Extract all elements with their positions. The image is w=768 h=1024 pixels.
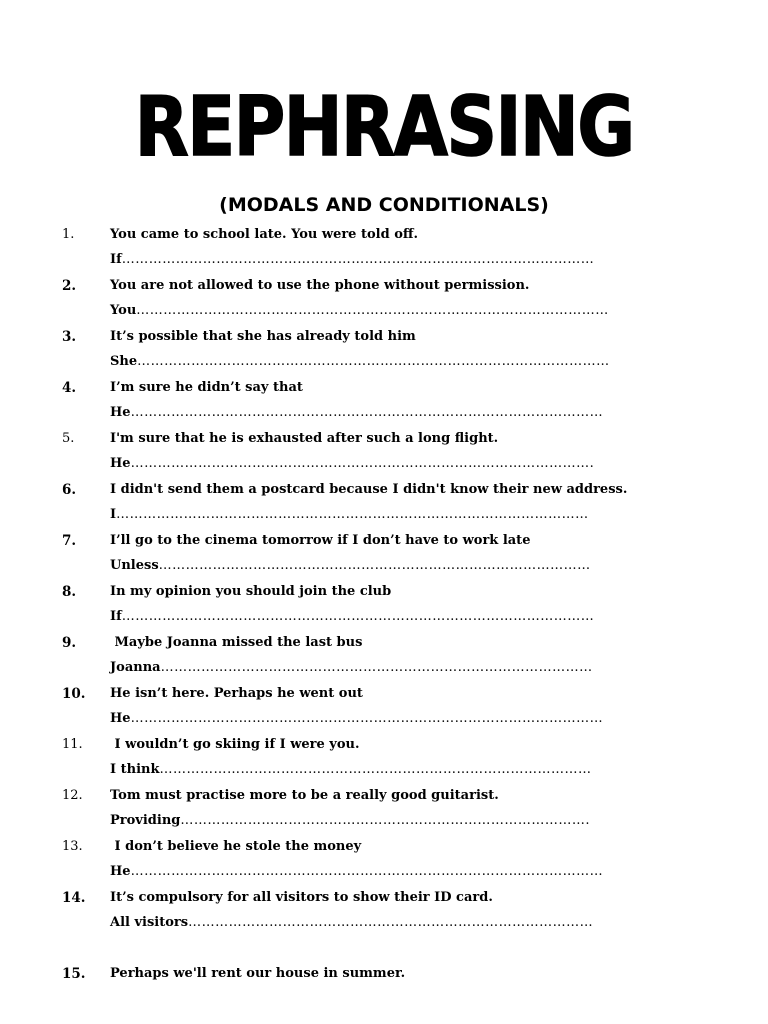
- answer-lead: All visitors: [110, 915, 189, 930]
- item-number: 7.: [62, 533, 77, 549]
- exercise-item-13: [0, 836, 768, 887]
- item-prompt: I’m sure he didn’t say that: [110, 380, 303, 395]
- answer-line: [110, 759, 655, 781]
- item-prompt: He isn’t here. Perhaps he went out: [110, 686, 363, 701]
- item-number: 15.: [62, 966, 86, 982]
- item-number: 10.: [62, 686, 86, 702]
- answer-blank: ………………………………………………………………………………………….: [130, 456, 595, 471]
- item-prompt: You are not allowed to use the phone without permission.: [110, 278, 530, 293]
- item-number: 8.: [62, 584, 77, 600]
- item-number: 6.: [62, 482, 77, 498]
- item-prompt: I’ll go to the cinema tomorrow if I don’t have to work late: [110, 533, 531, 548]
- answer-lead: She: [110, 354, 138, 369]
- answer-line: [110, 810, 651, 832]
- answer-lead: I: [110, 507, 117, 522]
- page-title: REPHRASING: [134, 80, 634, 175]
- answer-line: [110, 351, 649, 373]
- answer-line: [110, 861, 655, 883]
- item-number: 3.: [62, 329, 77, 345]
- exercise-list: [0, 224, 768, 1014]
- answer-blank: ……………………………………………………………………………….: [180, 813, 590, 828]
- exercise-item-6: [0, 479, 768, 530]
- answer-blank: ……………………………………………………………………………………: [160, 660, 593, 675]
- answer-blank: ……………………………………………………………………………………………: [121, 609, 595, 624]
- item-prompt: It’s compulsory for all visitors to show their ID card.: [110, 890, 493, 905]
- answer-lead: He: [110, 405, 131, 420]
- answer-lead: Unless: [110, 558, 159, 573]
- answer-blank: ……………………………………………………………………………………: [158, 558, 591, 573]
- exercise-item-2: [0, 275, 768, 326]
- item-prompt: It’s possible that she has already told him: [110, 329, 416, 344]
- answer-line: [110, 555, 649, 577]
- item-number: 13.: [62, 839, 83, 854]
- answer-lead: He: [110, 711, 131, 726]
- answer-lead: He: [110, 864, 131, 879]
- item-prompt: I'm sure that he is exhausted after such a long flight.: [110, 431, 499, 446]
- item-number: 4.: [62, 380, 77, 396]
- item-number: 1.: [62, 227, 75, 242]
- item-prompt: I don’t believe he stole the money: [110, 839, 362, 854]
- answer-blank: ……………………………………………………………………………………………: [136, 303, 609, 318]
- exercise-item-9: [0, 632, 768, 683]
- exercise-item-7: [0, 530, 768, 581]
- exercise-item-1: [0, 224, 768, 275]
- item-prompt: I wouldn’t go skiing if I were you.: [110, 737, 360, 752]
- answer-lead: Joanna: [110, 660, 161, 675]
- exercise-item-3: [0, 326, 768, 377]
- item-number: 14.: [62, 890, 86, 906]
- item-number: 9.: [62, 635, 77, 651]
- item-prompt: In my opinion you should join the club: [110, 584, 392, 599]
- answer-line: [110, 300, 641, 322]
- answer-line: [110, 249, 658, 271]
- answer-line: [110, 912, 648, 934]
- exercise-item-4: [0, 377, 768, 428]
- item-prompt: Maybe Joanna missed the last bus: [110, 635, 363, 650]
- answer-blank: ……………………………………………………………………………………………: [137, 354, 610, 369]
- answer-blank: ……………………………………………………………………………………………: [121, 252, 595, 267]
- item-prompt: You came to school late. You were told off.: [110, 227, 419, 242]
- page-subtitle: (MODALS AND CONDITIONALS): [219, 194, 549, 216]
- exercise-item-8: [0, 581, 768, 632]
- answer-lead: If: [110, 609, 122, 624]
- item-prompt: Tom must practise more to be a really good guitarist.: [110, 788, 499, 803]
- answer-blank: ……………………………………………………………………………………: [159, 762, 592, 777]
- answer-blank: ……………………………………………………………………………………………: [116, 507, 589, 522]
- answer-lead: If: [110, 252, 122, 267]
- exercise-item-10: [0, 683, 768, 734]
- answer-lead: You: [110, 303, 137, 318]
- exercise-item-11: [0, 734, 768, 785]
- answer-line: [110, 657, 651, 679]
- answer-blank: ………………………………………………………………………………: [188, 915, 594, 930]
- answer-lead: I think: [110, 762, 160, 777]
- answer-line: [110, 708, 655, 730]
- exercise-item-5: [0, 428, 768, 479]
- answer-line: [110, 402, 655, 424]
- item-number: 11.: [62, 737, 83, 752]
- answer-blank: ……………………………………………………………………………………………: [130, 711, 604, 726]
- answer-line: [110, 606, 658, 628]
- answer-blank: ……………………………………………………………………………………………: [130, 864, 604, 879]
- answer-lead: Providing: [110, 813, 181, 828]
- exercise-item-12: [0, 785, 768, 836]
- answer-line: [110, 453, 645, 475]
- answer-line: [110, 504, 657, 526]
- answer-lead: He: [110, 456, 131, 471]
- item-number: 12.: [62, 788, 83, 803]
- answer-blank: ……………………………………………………………………………………………: [130, 405, 604, 420]
- item-number: 5.: [62, 431, 75, 446]
- item-prompt: Perhaps we'll rent our house in summer.: [110, 966, 406, 981]
- item-number: 2.: [62, 278, 77, 294]
- item-prompt: I didn't send them a postcard because I didn't know their new address.: [110, 482, 628, 497]
- exercise-item-14: [0, 887, 768, 938]
- exercise-item-15: [0, 963, 768, 1014]
